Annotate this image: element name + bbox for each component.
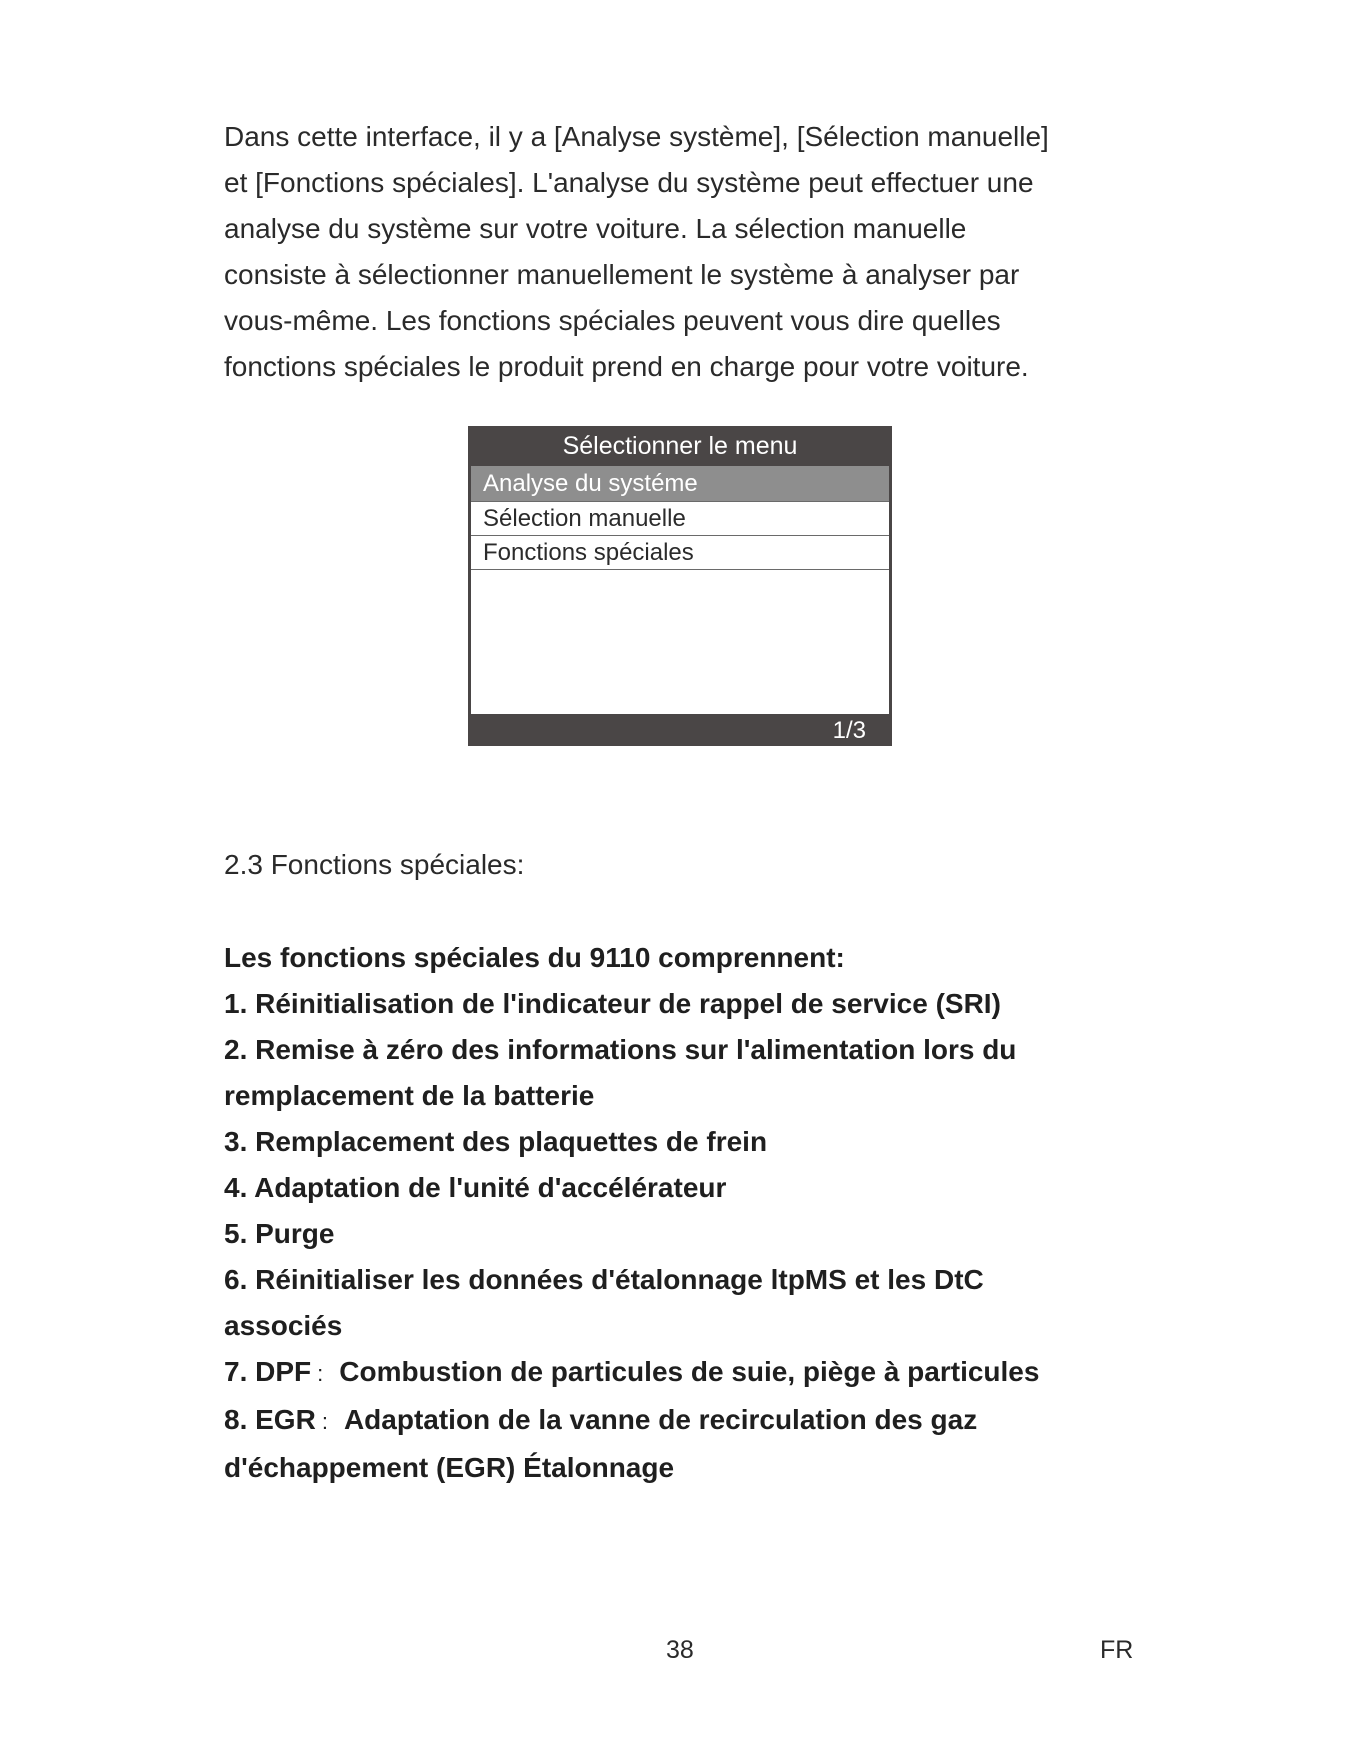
menu-item-system-analysis[interactable]: Analyse du systéme (471, 466, 889, 502)
menu-item-special-functions[interactable]: Fonctions spéciales (471, 536, 889, 570)
section-heading: 2.3 Fonctions spéciales: (224, 849, 525, 880)
dpf-text: Combustion de particules de suie, piège à particules (339, 1356, 1040, 1387)
dpf-label: 7. DPF (224, 1356, 312, 1387)
list-item: 2. Remise à zéro des informations sur l'alimentation lors du (224, 1034, 1017, 1065)
page-counter: 1/3 (832, 717, 866, 744)
list-item: d'échappement (EGR) Étalonnage (224, 1452, 675, 1483)
intro-line: analyse du système sur votre voiture. La sélection manuelle (224, 213, 967, 244)
list-item: associés (224, 1310, 343, 1341)
separator: : (321, 1409, 328, 1434)
intro-line: et [Fonctions spéciales]. L'analyse du système peut effectuer une (224, 167, 1034, 198)
intro-line: Dans cette interface, il y a [Analyse système], [Sélection manuelle] (224, 121, 1049, 152)
egr-text: Adaptation de la vanne de recirculation des gaz (343, 1404, 978, 1435)
list-item: 6. Réinitialiser les données d'étalonnage ltpMS et les DtC (224, 1264, 984, 1295)
list-item: 5. Purge (224, 1218, 335, 1249)
egr-label: 8. EGR (224, 1404, 316, 1435)
list-item: 3. Remplacement des plaquettes de frein (224, 1126, 768, 1157)
menu-item-manual-selection[interactable]: Sélection manuelle (471, 502, 889, 536)
separator: : (317, 1361, 324, 1386)
list-item: 1. Réinitialisation de l'indicateur de rappel de service (SRI) (224, 988, 1001, 1019)
list-item: 4. Adaptation de l'unité d'accélérateur (224, 1172, 727, 1203)
list-item-egr (224, 1397, 1164, 1445)
features-intro: Les fonctions spéciales du 9110 comprennent: (224, 942, 845, 973)
list-item: remplacement de la batterie (224, 1080, 595, 1111)
list-item-dpf (224, 1349, 1164, 1397)
special-functions-list (224, 935, 1164, 1491)
device-menu-title: Sélectionner le menu (562, 432, 798, 460)
language-code: FR (1100, 1636, 1134, 1664)
intro-line: consiste à sélectionner manuellement le système à analyser par (224, 259, 1020, 290)
intro-line: vous-même. Les fonctions spéciales peuvent vous dire quelles (224, 305, 1001, 336)
device-screenshot (468, 426, 892, 746)
device-menu-list (471, 466, 889, 714)
intro-paragraph (224, 114, 1144, 390)
intro-line: fonctions spéciales le produit prend en charge pour votre voiture. (224, 351, 1029, 382)
device-footer (468, 714, 892, 746)
page-number: 38 (666, 1636, 694, 1664)
